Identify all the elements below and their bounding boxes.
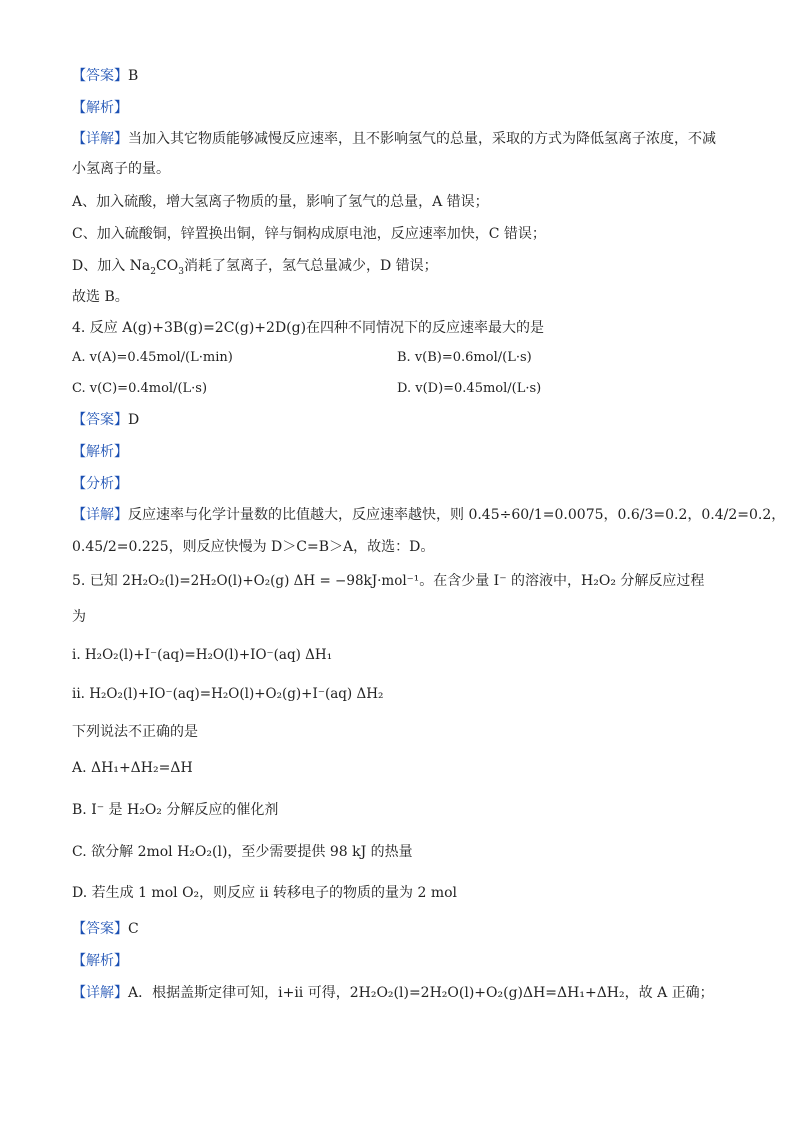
q5-option-c: C. 欲分解 2mol H₂O₂(l)，至少需要提供 98 kJ 的热量 xyxy=(72,844,413,860)
q4-option-b: B. v(B)=0.6mol/(L·s) xyxy=(397,350,532,365)
q5-answer-line xyxy=(72,919,139,939)
q5-detail-line1 xyxy=(72,983,714,1003)
q3-conclusion: 故选 B。 xyxy=(72,289,129,305)
q4-detail-line2: 0.45/2=0.225，则反应快慢为 D＞C=B＞A，故选：D。 xyxy=(72,539,435,555)
q3-analysis-tag: 【解析】 xyxy=(72,100,128,116)
detail-tag: 【详解】 xyxy=(72,985,128,1001)
answer-tag: 【答案】 xyxy=(72,68,128,84)
q4-answer-line xyxy=(72,410,139,430)
q4-option-c: C. v(C)=0.4mol/(L·s) xyxy=(72,381,208,396)
q4-option-a: A. v(A)=0.45mol/(L·min) xyxy=(72,350,233,365)
detail-text: A．根据盖斯定律可知，i+ii 可得，2H₂O₂(l)=2H₂O(l)+O₂(g)ΔH=ΔH₁+ΔH₂，故 A 正确； xyxy=(128,985,714,1001)
option-d-pre: D、加入 Na xyxy=(72,258,151,274)
detail-tag: 【详解】 xyxy=(72,507,128,523)
q5-option-b: B. I⁻ 是 H₂O₂ 分解反应的催化剂 xyxy=(72,802,279,818)
q3-detail-line2: 小氢离子的量。 xyxy=(72,161,170,177)
q5-stem xyxy=(72,571,704,591)
option-d-sub1: 2 xyxy=(150,266,157,277)
q5-step2: ii. H₂O₂(l)+IO⁻(aq)=H₂O(l)+O₂(g)+I⁻(aq) ΔH₂ xyxy=(72,686,384,702)
answer-tag: 【答案】 xyxy=(72,921,128,937)
stem-post: 。在含少量 I⁻ 的溶液中，H₂O₂ 分解反应过程 xyxy=(419,573,705,589)
detail-text: 反应速率与化学计量数的比值越大，反应速率越快，则 0.45÷60/1=0.0075，0.6/3=0.2，0.4/2=0.2， xyxy=(128,507,786,523)
option-d-post: 消耗了氢离子，氢气总量减少，D 错误； xyxy=(183,258,438,274)
q3-option-a: A、加入硫酸，增大氢离子物质的量，影响了氢气的总量，A 错误； xyxy=(72,194,489,210)
q5-option-d: D. 若生成 1 mol O₂，则反应 ii 转移电子的物质的量为 2 mol xyxy=(72,885,457,901)
option-d-mid: CO xyxy=(156,258,179,274)
stem-pre: 5. 已知 xyxy=(72,573,118,589)
q4-option-d: D. v(D)=0.45mol/(L·s) xyxy=(397,381,542,396)
q5-analysis-tag: 【解析】 xyxy=(72,953,128,969)
q5-stem-line2: 为 xyxy=(72,609,86,625)
option-d-sub2: 3 xyxy=(178,266,184,277)
detail-text: 当加入其它物质能够减慢反应速率，且不影响氢气的总量，采取的方式为降低氢离子浓度，不减 xyxy=(128,131,716,147)
answer-tag: 【答案】 xyxy=(72,412,128,428)
answer-value: C xyxy=(128,921,139,937)
q4-stem: 4. 反应 A(g)+3B(g)=2C(g)+2D(g)在四种不同情况下的反应速率最大的是 xyxy=(72,320,545,336)
q4-detail-line1 xyxy=(72,505,785,525)
q4-analysis-tag: 【解析】 xyxy=(72,444,128,460)
q5-step1: i. H₂O₂(l)+I⁻(aq)=H₂O(l)+IO⁻(aq) ΔH₁ xyxy=(72,647,333,663)
q3-option-d xyxy=(72,256,438,276)
q5-option-a: A. ΔH₁+ΔH₂=ΔH xyxy=(72,760,193,776)
q5-question: 下列说法不正确的是 xyxy=(72,724,198,740)
answer-value: D xyxy=(128,412,140,428)
q3-option-c: C、加入硫酸铜，锌置换出铜，锌与铜构成原电池，反应速率加快，C 错误； xyxy=(72,226,546,242)
stem-equation: 2H₂O₂(l)=2H₂O(l)+O₂(g) ΔH = −98kJ·mol⁻¹ xyxy=(122,573,420,589)
detail-tag: 【详解】 xyxy=(72,131,128,147)
q4-fenxi-tag: 【分析】 xyxy=(72,476,128,492)
q3-answer-line xyxy=(72,66,138,86)
answer-value: B xyxy=(128,68,139,84)
q3-detail-line1 xyxy=(72,129,716,149)
